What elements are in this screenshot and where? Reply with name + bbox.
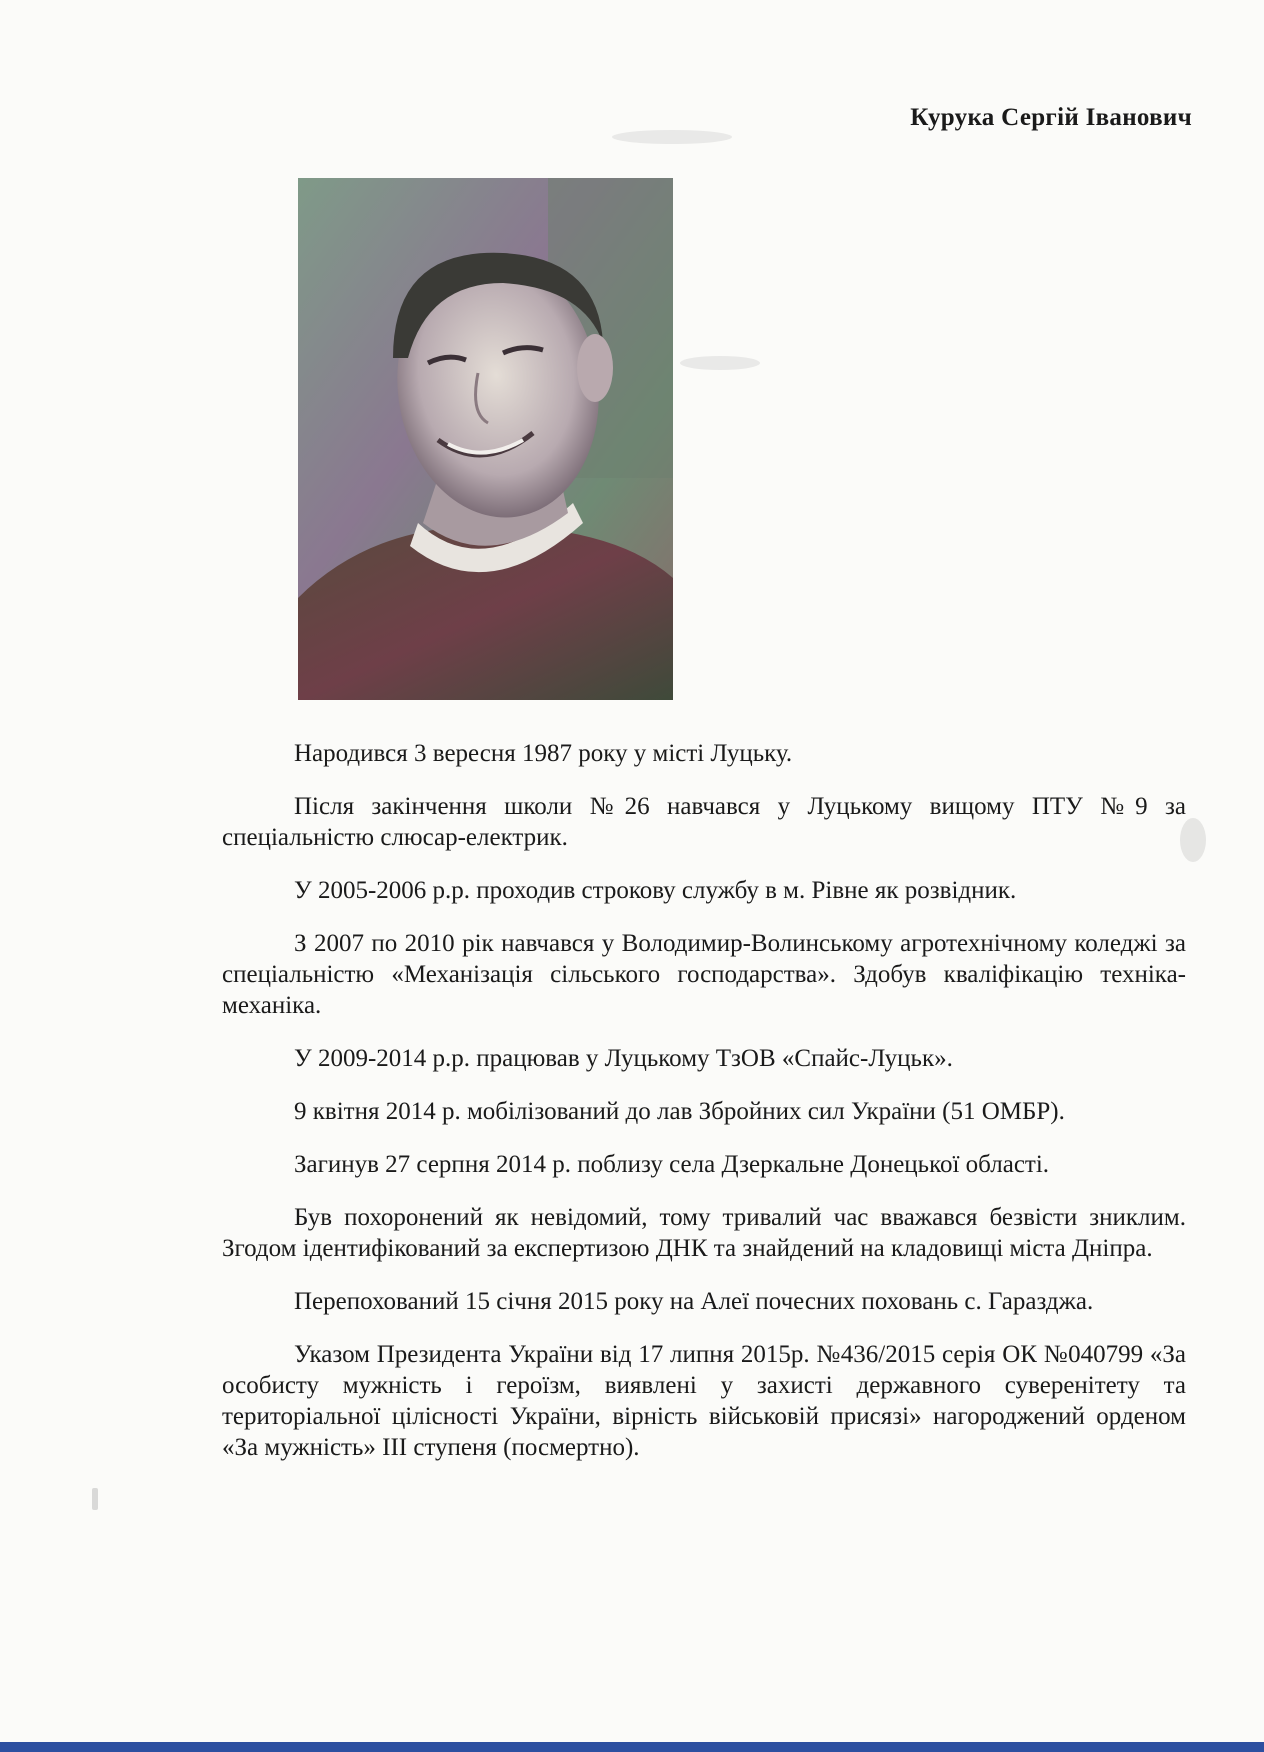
scan-artifact	[1180, 818, 1206, 862]
scan-artifact	[680, 356, 760, 370]
portrait-photo	[298, 178, 673, 700]
paragraph-reburial: Перепохований 15 січня 2015 року на Алеї почесних поховань с. Гаразджа.	[294, 1288, 1094, 1315]
paragraph-death: Загинув 27 серпня 2014 р. поблизу села Дзеркальне Донецької області.	[294, 1151, 1050, 1178]
person-name-heading: Курука Сергій Іванович	[910, 104, 1192, 131]
scan-artifact	[92, 1488, 98, 1510]
paragraph-military-service: У 2005-2006 р.р. проходив строкову службу в м. Рівне як розвідник.	[294, 877, 1017, 904]
paragraph-work: У 2009-2014 р.р. працював у Луцькому ТзОВ «Спайс-Луцьк».	[294, 1045, 953, 1072]
paragraph-education-school: Після закінчення школи №26 навчався у Луцькому вищому ПТУ №9 за спеціальністю слюсар-електрик.	[222, 793, 1186, 851]
page-bottom-edge	[0, 1742, 1264, 1752]
paragraph-mobilization: 9 квітня 2014 р. мобілізований до лав Збройних сил України (51 ОМБР).	[294, 1098, 1065, 1125]
biography-text	[222, 738, 1186, 1485]
scan-artifact	[612, 130, 732, 144]
portrait-icon	[298, 178, 673, 700]
paragraph-college: З 2007 по 2010 рік навчався у Володимир-Волинському агротехнічному коледжі за спеціальністю «Механізація сільського господарства». Здобув кваліфікацію техніка-механіка.	[222, 930, 1186, 1019]
paragraph-birth: Народився 3 вересня 1987 року у місті Луцьку.	[294, 740, 793, 767]
paragraph-award: Указом Президента України від 17 липня 2015р. №436/2015 серія ОК №040799 «За особисту мужність і героїзм, виявлені у захисті державного суверенітету та територіальної цілісності України, вірність військовій присязі» нагороджений орденом «За мужність» ІІІ ступеня (посмертно).	[222, 1341, 1186, 1461]
paragraph-identification: Був похоронений як невідомий, тому тривалий час вважався безвісти зниклим. Згодом ідентифікований за експертизою ДНК та знайдений на кладовищі міста Дніпра.	[222, 1204, 1186, 1262]
